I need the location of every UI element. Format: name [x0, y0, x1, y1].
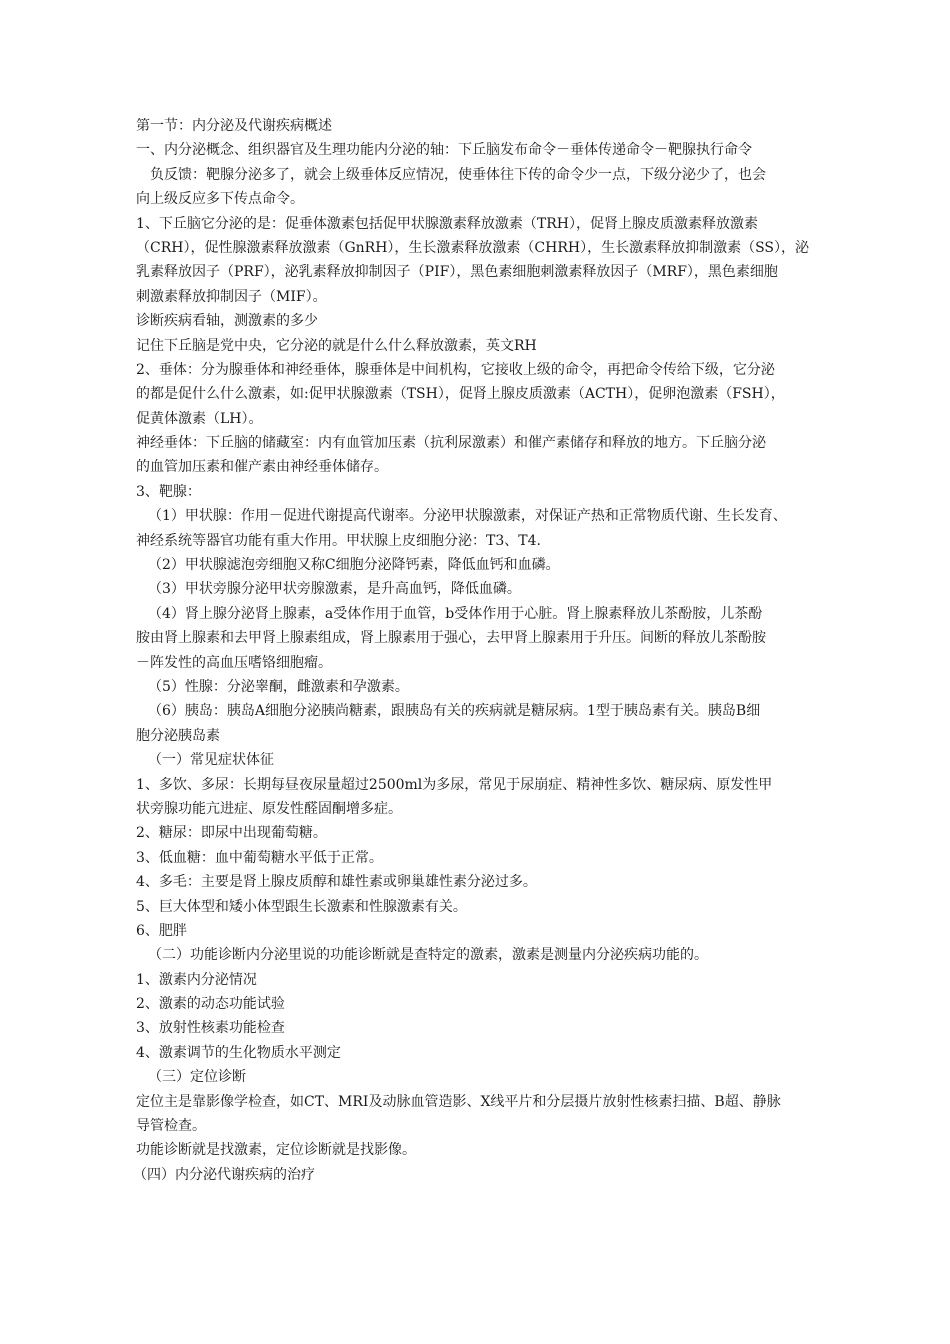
paragraph-line: 1、下丘脑它分泌的是：促垂体激素包括促甲状腺激素释放激素（TRH），促肾上腺皮质激素释放激素 — [136, 215, 758, 232]
paragraph-line: （6）胰岛：胰岛A细胞分泌胰尚糖素，跟胰岛有关的疾病就是糖尿病。1型于胰岛素有关。胰岛B细 — [148, 703, 761, 720]
paragraph-line: 3、靶腺： — [136, 483, 201, 500]
paragraph-line: －阵发性的高血压嗜铬细胞瘤。 — [136, 654, 332, 671]
paragraph-line: 1、多饮、多尿：长期每昼夜尿量超过2500ml为多尿，常见于尿崩症、精神性多饮、糖尿病、原发性甲 — [136, 776, 773, 793]
paragraph-line: 5、巨大体型和矮小体型跟生长激素和性腺激素有关。 — [136, 898, 467, 915]
paragraph-line: 胞分泌胰岛素 — [136, 727, 220, 744]
subsection-heading: （四）内分泌代谢疾病的治疗 — [133, 1166, 315, 1183]
paragraph-line: 向上级反应多下传点命令。 — [136, 191, 304, 208]
section-title: 第一节：内分泌及代谢疾病概述 — [136, 118, 332, 134]
paragraph-line: （2）甲状腺滤泡旁细胞又称C细胞分泌降钙素，降低血钙和血磷。 — [148, 557, 560, 574]
subsection-heading: （一）常见症状体征 — [148, 752, 274, 769]
subsection-heading: （二）功能诊断内分泌里说的功能诊断就是查特定的激素，激素是测量内分泌疾病功能的。 — [148, 947, 708, 964]
paragraph-line: 4、多毛：主要是肾上腺皮质醇和雄性素或卵巢雄性素分泌过多。 — [136, 874, 537, 891]
paragraph-line: （CRH），促性腺激素释放激素（GnRH），生长激素释放激素（CHRH），生长激素释放抑制激素（SS），泌 — [136, 239, 810, 256]
paragraph-line: 2、激素的动态功能试验 — [136, 996, 285, 1013]
paragraph-line: 4、激素调节的生化物质水平测定 — [136, 1044, 341, 1061]
paragraph-line: 记住下丘脑是党中央，它分泌的就是什么什么释放激素，英文RH — [136, 337, 537, 354]
paragraph-line: 胺由肾上腺素和去甲肾上腺素组成，肾上腺素用于强心，去甲肾上腺素用于升压。间断的释放儿茶酚胺 — [136, 630, 766, 647]
paragraph-line: 6、肥胖 — [136, 922, 187, 939]
paragraph-line: 2、糖尿：即尿中出现葡萄糖。 — [136, 825, 327, 842]
paragraph-line: 1、激素内分泌情况 — [136, 971, 257, 988]
paragraph-line: （3）甲状旁腺分泌甲状旁腺激素，是升高血钙，降低血磷。 — [148, 581, 521, 598]
paragraph-line: 功能诊断就是找激素，定位诊断就是找影像。 — [136, 1142, 416, 1159]
paragraph-line: 诊断疾病看轴，测激素的多少 — [136, 313, 318, 330]
paragraph-line: 的都是促什么什么激素，如:促甲状腺激素（TSH），促肾上腺皮质激素（ACTH），促卵泡激素（FSH）， — [136, 386, 785, 403]
paragraph-line: 的血管加压素和催产素由神经垂体储存。 — [136, 459, 388, 476]
paragraph-line: 乳素释放因子（PRF），泌乳素释放抑制因子（PIF），黑色素细胞刺激素释放因子（MRF），黑色素细胞 — [136, 264, 778, 281]
paragraph-line: 状旁腺功能亢进症、原发性醛固酮增多症。 — [136, 800, 402, 817]
paragraph-line: （1）甲状腺：作用－促进代谢提高代谢率。分泌甲状腺激素，对保证产热和正常物质代谢、生长发育、 — [148, 508, 787, 525]
paragraph-line: 3、低血糖：血中葡萄糖水平低于正常。 — [136, 849, 383, 866]
subsection-heading: （三）定位诊断 — [148, 1069, 246, 1086]
paragraph-line: （5）性腺：分泌睾酮，雌激素和孕激素。 — [148, 678, 409, 695]
paragraph-line: 神经系统等器官功能有重大作用。甲状腺上皮细胞分泌：T3、T4. — [136, 532, 541, 549]
paragraph-line: 导管检查。 — [136, 1118, 206, 1135]
paragraph-line: （4）肾上腺分泌肾上腺素，a受体作用于血管，b受体作用于心脏。肾上腺素释放儿茶酚胺，儿茶酚 — [148, 605, 763, 622]
paragraph-line: 负反馈：靶腺分泌多了，就会上级垂体反应情况，使垂体往下传的命令少一点，下级分泌少了，也会 — [150, 166, 766, 183]
document-page — [133, 114, 820, 1187]
paragraph-line: 促黄体激素（LH）。 — [136, 410, 263, 427]
paragraph-line: 刺激素释放抑制因子（MIF）。 — [136, 288, 327, 305]
paragraph-line: 一、内分泌概念、组织器官及生理功能内分泌的轴：下丘脑发布命令－垂体传递命令－靶腺执行命令 — [136, 142, 752, 159]
paragraph-line: 神经垂体：下丘脑的储藏室：内有血管加压素（抗利尿激素）和催产素储存和释放的地方。下丘脑分泌 — [136, 435, 766, 452]
paragraph-line: 定位主是靠影像学检查，如CT、MRI及动脉血管造影、X线平片和分层摄片放射性核素扫描、B超、静脉 — [136, 1093, 781, 1110]
paragraph-line: 3、放射性核素功能检查 — [136, 1020, 285, 1037]
paragraph-line: 2、垂体：分为腺垂体和神经垂体，腺垂体是中间机构，它接收上级的命令，再把命令传给下级，它分泌 — [136, 361, 775, 378]
